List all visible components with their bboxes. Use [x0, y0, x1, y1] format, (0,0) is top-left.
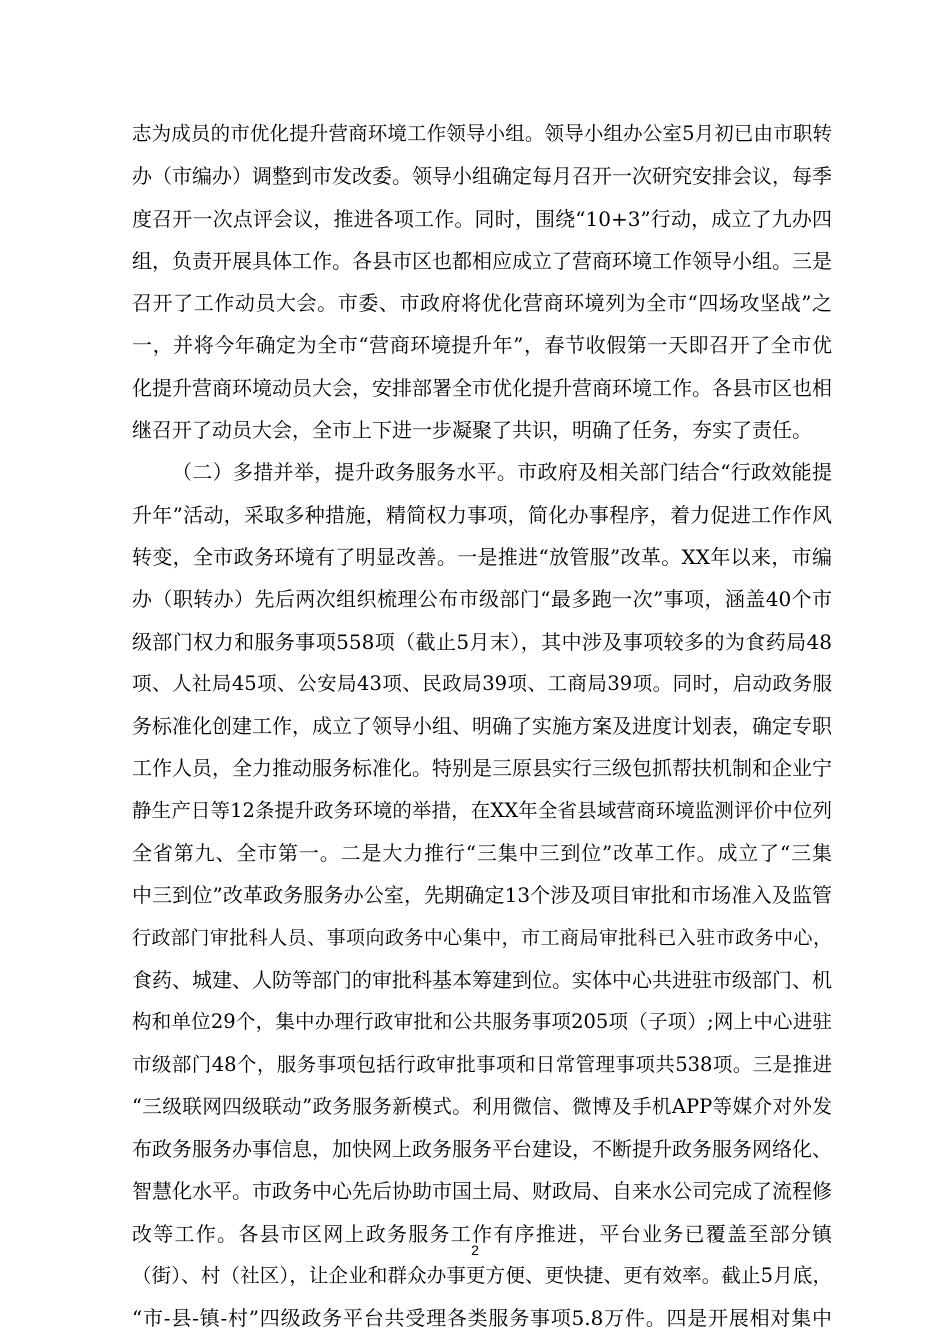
text-line: 中三到位”改革政务服务办公室，先期确定13个涉及项目审批和市场准入及监管	[132, 883, 832, 908]
text-line: （街）、村（社区），让企业和群众办事更方便、更快捷、更有效率。截止5月底，	[132, 1264, 832, 1288]
text-line: 度召开一次点评会议，推进各项工作。同时，围绕“10+3”行动，成立了九办四	[132, 206, 832, 231]
text-line: 转变，全市政务环境有了明显改善。一是推进“放管服”改革。XX年以来，市编	[132, 544, 832, 569]
text-line: 工作人员，全力推动服务标准化。特别是三原县实行三级包抓帮扶机制和企业宁	[132, 756, 832, 781]
text-line: 布政务服务办事信息，加快网上政务服务平台建设，不断提升政务服务网络化、	[132, 1137, 832, 1162]
text-line: 办（职转办）先后两次组织梳理公布市级部门“最多跑一次”事项，涵盖40个市	[132, 587, 832, 612]
text-line: 召开了工作动员大会。市委、市政府将优化营商环境列为全市“四场攻坚战”之	[132, 291, 832, 316]
text-line: 升年”活动，采取多种措施，精简权力事项，简化办事程序，着力促进工作作风	[132, 502, 832, 527]
page-number: 2	[471, 1242, 479, 1258]
text-line: 志为成员的市优化提升营商环境工作领导小组。领导小组办公室5月初已由市职转	[132, 122, 832, 145]
text-line: 化提升营商环境动员大会，安排部署全市优化提升营商环境工作。各县市区也相	[132, 375, 832, 400]
text-line: 行政部门审批科人员、事项向政务中心集中，市工商局审批科已入驻市政务中心，	[132, 926, 832, 949]
body-text	[132, 113, 832, 1340]
text-line: 项、人社局45项、公安局43项、民政局39项、工商局39项。同时，启动政务服	[132, 671, 832, 695]
text-line: 级部门权力和服务事项558项（截止5月末），其中涉及事项较多的为食药局48	[132, 629, 832, 654]
text-line: 组，负责开展具体工作。各县市区也都相应成立了营商环境工作领导小组。三是	[132, 248, 832, 273]
text-line: 智慧化水平。市政务中心先后协助市国土局、财政局、自来水公司完成了流程修	[132, 1179, 832, 1204]
text-line: 构和单位29个，集中办理行政审批和公共服务事项205项（子项）;网上中心进驻	[132, 1010, 832, 1034]
text-line: 市级部门48个，服务事项包括行政审批事项和日常管理事项共538项。三是推进	[132, 1052, 832, 1076]
text-line: 改等工作。各县市区网上政务服务工作有序推进，平台业务已覆盖至部分镇	[132, 1221, 832, 1246]
text-line: 务标准化创建工作，成立了领导小组、明确了实施方案及进度计划表，确定专职	[132, 714, 832, 739]
text-line: 食药、城建、人防等部门的审批科基本筹建到位。实体中心共进驻市级部门、机	[132, 967, 832, 992]
text-line: 办（市编办）调整到市发改委。领导小组确定每月召开一次研究安排会议，每季	[132, 164, 832, 189]
text-line: “三级联网四级联动”政务服务新模式。利用微信、微博及手机APP等媒介对外发	[132, 1094, 832, 1118]
text-line: （二）多措并举，提升政务服务水平。市政府及相关部门结合“行政效能提	[172, 460, 832, 485]
text-line: 继召开了动员大会，全市上下进一步凝聚了共识，明确了任务，夯实了责任。	[132, 418, 812, 443]
text-line: “市-县-镇-村”四级政务平台共受理各类服务事项5.8万件。四是开展相对集中	[132, 1306, 832, 1331]
text-line: 静生产日等12条提升政务环境的举措，在XX年全省县域营商环境监测评价中位列	[132, 798, 832, 822]
text-line: 全省第九、全市第一。二是大力推行“三集中三到位”改革工作。成立了“三集	[132, 841, 832, 866]
text-line: 一，并将今年确定为全市“营商环境提升年”，春节收假第一天即召开了全市优	[132, 333, 832, 358]
